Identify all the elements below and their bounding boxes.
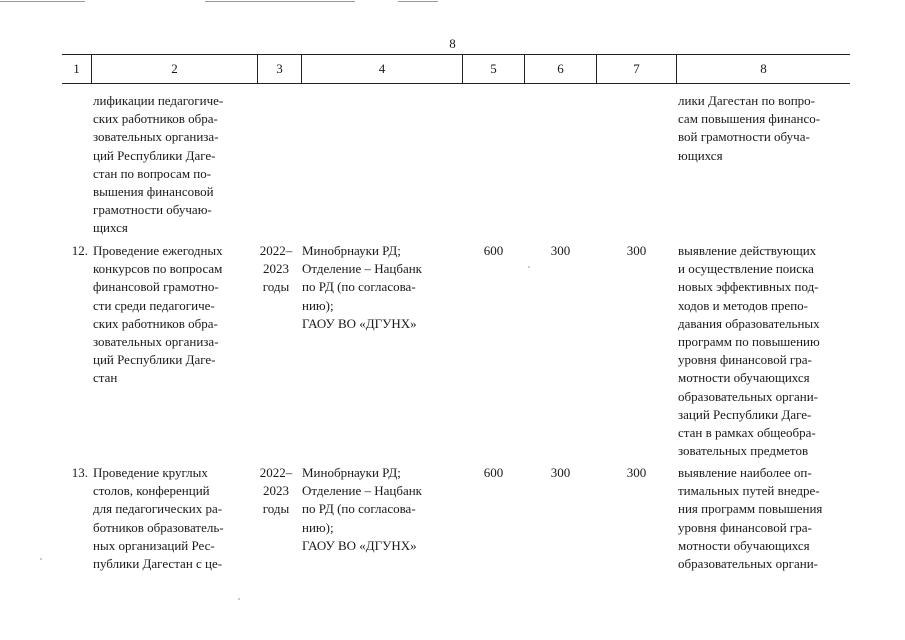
continuation-col8 xyxy=(678,92,848,165)
text-line: программ по повышению xyxy=(678,334,820,350)
text-line: Минобрнауки РД; xyxy=(302,243,401,258)
header-col-4: 4 xyxy=(378,61,386,76)
row-12-activity xyxy=(93,242,251,388)
page-number: 8 xyxy=(449,36,456,51)
text-line: финансовой грамотно- xyxy=(93,279,219,295)
text-line: конкурсов по вопросам xyxy=(93,261,223,277)
continuation-col2 xyxy=(93,92,251,238)
row-12-period xyxy=(255,242,297,297)
row-13-number: 13. xyxy=(71,465,88,480)
text-line: ных организаций Рес- xyxy=(93,537,215,553)
scan-speck xyxy=(528,266,530,268)
text-line: и осуществление поиска xyxy=(678,261,814,277)
row-13-result xyxy=(678,464,848,573)
row-12-result xyxy=(678,242,848,460)
text-line: для педагогических ра- xyxy=(93,501,223,517)
text-line: ских работников обра- xyxy=(93,315,218,331)
text-line: щихся xyxy=(93,220,128,236)
text-line: по РД (по согласова- xyxy=(302,279,416,295)
text-line: лики Дагестан по вопро- xyxy=(678,93,815,108)
text-line: 2023 xyxy=(263,483,289,499)
text-line: тимальных путей внедре- xyxy=(678,483,820,499)
row-13-period xyxy=(255,464,297,519)
text-line: лификации педагогиче- xyxy=(93,93,224,108)
header-col-6: 6 xyxy=(557,61,564,76)
text-line: зовательных организа- xyxy=(93,129,219,145)
text-line: годы xyxy=(262,501,290,517)
text-line: Минобрнауки РД; xyxy=(302,465,401,480)
text-line: 2023 xyxy=(263,261,289,277)
text-line: вой грамотности обуча- xyxy=(678,129,810,145)
text-line: зовательных организа- xyxy=(93,334,219,350)
scan-speck xyxy=(40,558,42,560)
row-13-col7: 300 xyxy=(626,465,647,480)
row-12-number: 12. xyxy=(71,243,88,258)
text-line: ботников образователь- xyxy=(93,519,224,535)
table-header xyxy=(62,54,850,84)
text-line: Отделение – Нацбанк xyxy=(302,483,422,499)
text-line: выявление наиболее оп- xyxy=(678,465,812,480)
text-line: столов, конференций xyxy=(93,483,210,499)
text-line: давания образовательных xyxy=(678,315,820,331)
text-line: по РД (по согласова- xyxy=(302,501,416,517)
text-line: уровня финансовой гра- xyxy=(678,352,812,368)
row-12-executors xyxy=(302,242,460,333)
text-line: ций Республики Даге- xyxy=(93,147,216,163)
header-col-5: 5 xyxy=(490,61,497,76)
text-line: 2022– xyxy=(259,465,293,480)
header-col-8: 8 xyxy=(760,61,767,76)
text-line: стан xyxy=(93,370,118,386)
text-line: сам повышения финансо- xyxy=(678,111,821,127)
text-line: выявление действующих xyxy=(678,243,817,258)
text-line: новых эффективных под- xyxy=(678,279,819,295)
scan-speck xyxy=(238,598,240,600)
text-line: ющихся xyxy=(678,147,723,163)
text-line: мотности обучающихся xyxy=(678,537,810,553)
text-line: Отделение – Нацбанк xyxy=(302,261,422,277)
header-col-2: 2 xyxy=(171,61,178,76)
text-line: ходов и методов препо- xyxy=(678,297,808,313)
row-13-col6: 300 xyxy=(550,465,571,480)
header-col-7: 7 xyxy=(633,61,640,76)
row-12-col5: 600 xyxy=(483,243,504,258)
text-line: вышения финансовой xyxy=(93,184,214,200)
row-13-executors xyxy=(302,464,460,555)
text-line: ций Республики Даге- xyxy=(93,352,216,368)
text-line: образовательных органи- xyxy=(678,556,818,572)
text-line: Проведение круглых xyxy=(93,465,208,480)
text-line: стан по вопросам по- xyxy=(93,165,212,181)
text-line: ских работников обра- xyxy=(93,111,218,127)
top-edge-line-right xyxy=(398,1,438,2)
text-line: нию); xyxy=(302,519,334,535)
header-col-1: 1 xyxy=(73,61,80,76)
text-line: нию); xyxy=(302,297,334,313)
top-edge-line-mid xyxy=(205,1,355,2)
row-12-col6: 300 xyxy=(550,243,571,258)
text-line: годы xyxy=(262,279,290,295)
text-line: грамотности обучаю- xyxy=(93,202,212,218)
text-line: сти среди педагогиче- xyxy=(93,297,215,313)
text-line: 2022– xyxy=(259,243,293,258)
text-line: Проведение ежегодных xyxy=(93,243,223,258)
text-line: образовательных органи- xyxy=(678,388,818,404)
text-line: мотности обучающихся xyxy=(678,370,810,386)
text-line: публики Дагестан с це- xyxy=(93,556,223,572)
row-13-col5: 600 xyxy=(483,465,504,480)
text-line: зовательных предметов xyxy=(678,443,809,459)
row-12-col7: 300 xyxy=(626,243,647,258)
text-line: ГАОУ ВО «ДГУНХ» xyxy=(302,315,417,331)
text-line: заций Республики Даге- xyxy=(678,406,812,422)
top-edge-line-left xyxy=(0,1,85,2)
row-13-activity xyxy=(93,464,251,573)
text-line: ния программ повышения xyxy=(678,501,823,517)
text-line: уровня финансовой гра- xyxy=(678,519,812,535)
text-line: ГАОУ ВО «ДГУНХ» xyxy=(302,537,417,553)
header-col-3: 3 xyxy=(276,61,283,76)
text-line: стан в рамках общеобра- xyxy=(678,425,816,441)
